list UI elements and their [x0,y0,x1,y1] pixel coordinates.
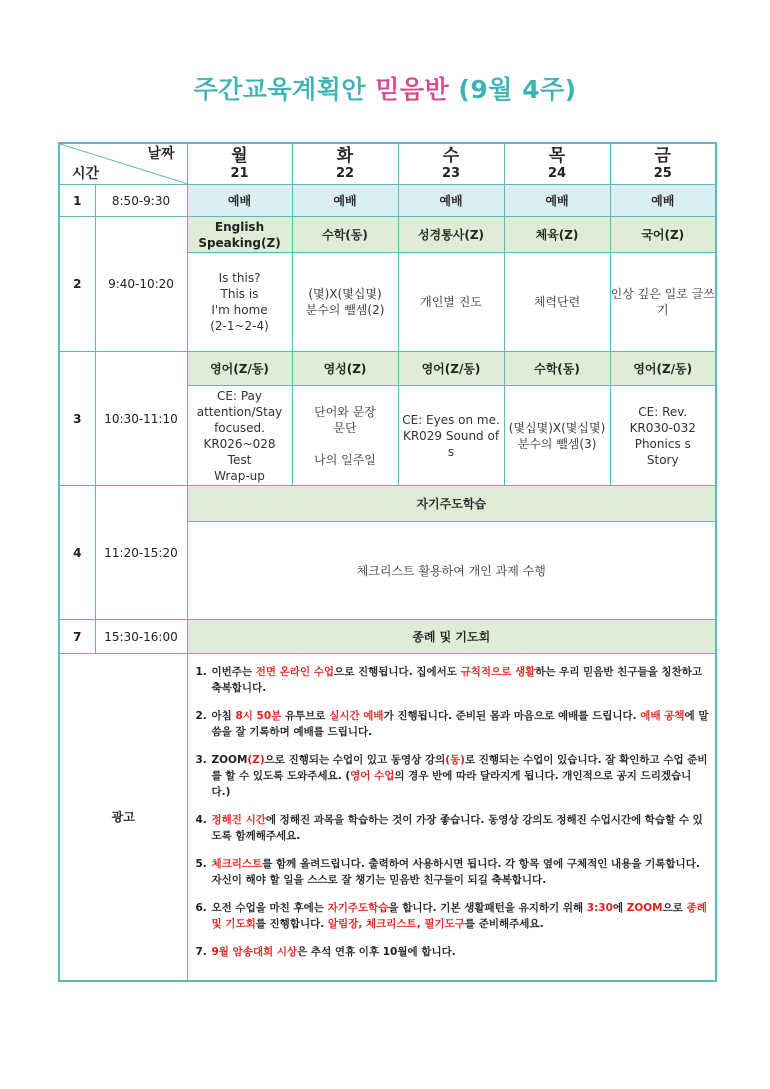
content-cell: 인상 깊은 일로 글쓰기 [610,253,716,352]
notice-text: 에 정해진 과목을 학습하는 것이 가장 좋습니다. 동영상 강의도 정해진 수업시간에 학습할 수 있도록 함께해주세요. [211,814,703,842]
content-cell: Is this? This is I'm home (2-1~2-4) [187,253,292,352]
title-main: 주간교육계획안 [193,75,366,104]
notice-highlight: 규칙적으로 생활 [460,666,536,678]
period-number: 3 [59,352,95,486]
notice-highlight: 실시간 예배 [329,710,384,722]
subject-cell: 체육(Z) [504,217,610,253]
content-cell: CE: Rev. KR030-032 Phonics s Story [610,386,716,486]
subject-cell: 예배 [292,185,398,217]
notice-text: 을 합니다. 기본 생활패턴을 유지하기 위해 [388,902,587,914]
content-cell: 단어와 문장 문단 나의 일주일 [292,386,398,486]
day-name: 금 [654,146,671,166]
notices-row [59,654,716,982]
day-header-thu [504,143,610,185]
subject-cell: English Speaking(Z) [187,217,292,253]
notice-text: 를 준비해주세요. [464,918,544,930]
title-week: (9월 4주) [458,75,577,104]
notice-text: 하는 우리 믿음반 친구들을 칭찬하고 축복합니다. [211,666,703,694]
subject-cell: 영어(Z/동) [610,352,716,386]
notice-item [196,708,710,740]
content-cell: 체력단련 [504,253,610,352]
notices-list [196,664,710,960]
notice-item [196,856,710,888]
notice-text: 가 진행됩니다. 준비된 몸과 마음으로 예배를 드립니다. [383,710,641,722]
self-study-content: 체크리스트 활용하여 개인 과제 수행 [187,522,716,620]
notice-item [196,752,710,800]
notice-highlight: 영어 수업 [350,770,395,782]
day-header-fri [610,143,716,185]
period-number: 2 [59,217,95,352]
notice-text: 를 진행합니다. [255,918,328,930]
notice-text: 의 경우 반에 따라 달라지게 됩니다. 개인적으로 공지 드리겠습니다.) [211,770,692,798]
notice-text: 이번주는 [211,666,256,678]
notice-text: 오전 수업을 마친 후에는 [211,902,328,914]
date-label: 날짜 [147,146,175,162]
notices-label: 광고 [59,654,187,982]
notice-highlight: 3:30 [586,902,613,914]
date-time-header [59,143,187,185]
day-name: 수 [442,146,460,166]
notice-text: 에 [612,902,627,914]
notice-text: 으로 [662,902,687,914]
notice-highlight: 체크리스트 [211,858,263,870]
day-number: 21 [230,166,249,181]
period-time: 9:40-10:20 [95,217,187,352]
period-4-subject-row [59,486,716,522]
notice-highlight: 알림장, 체크리스트, 필기도구 [327,918,465,930]
day-name: 월 [231,146,248,166]
notice-item [196,664,710,696]
notices-cell [187,654,716,982]
subject-cell: 국어(Z) [610,217,716,253]
notice-highlight: 종례 및 기도회 [211,902,707,930]
time-label: 시간 [72,166,100,182]
header-row [59,143,716,185]
period-time: 8:50-9:30 [95,185,187,217]
subject-cell: 수학(동) [292,217,398,253]
notice-highlight: 전면 온라인 수업 [255,666,335,678]
subject-cell: 영어(Z/동) [187,352,292,386]
subject-cell: 영성(Z) [292,352,398,386]
content-cell: 개인별 진도 [398,253,504,352]
notice-number: 1. [195,666,207,678]
day-name: 목 [548,146,566,166]
subject-cell: 영어(Z/동) [398,352,504,386]
content-cell: (몇)X(몇십몇) 분수의 뺄셈(2) [292,253,398,352]
day-header-tue [292,143,398,185]
day-number: 22 [335,166,355,181]
notice-number: 2. [195,710,207,722]
self-study-heading: 자기주도학습 [187,486,716,522]
weekly-plan-table [58,142,717,982]
day-number: 23 [441,166,461,181]
notice-number: 5. [195,858,207,870]
notice-highlight: (Z) [247,754,265,766]
content-cell: (몇십몇)X(몇십몇) 분수의 뺄셈(3) [504,386,610,486]
notice-item [196,900,710,932]
period-number: 1 [59,185,95,217]
day-header-wed [398,143,504,185]
title-class-name: 믿음반 [375,75,450,104]
subject-cell: 성경통사(Z) [398,217,504,253]
notice-highlight: 정해진 시간 [211,814,266,826]
notice-text: 은 추석 연휴 이후 10월에 합니다. [297,946,456,958]
notice-highlight: 자기주도학습 [327,902,389,914]
notice-text: 를 함께 올려드립니다. 출력하여 사용하시면 됩니다. 각 항목 옆에 구체적인 내용을 기록합니다. 자신이 해야 할 일을 스스로 잘 챙기는 믿음반 친구들이 되길 축복합니다. [211,858,700,886]
day-number: 24 [547,166,567,181]
period-time: 10:30-11:10 [95,352,187,486]
day-header-mon [187,143,292,185]
notice-text: 유투브로 [281,710,330,722]
notice-number: 6. [195,902,207,914]
period-3-subject-row [59,352,716,386]
notice-item [196,812,710,844]
content-cell: CE: Eyes on me. KR029 Sound of s [398,386,504,486]
notice-number: 3. [195,754,207,766]
period-1-row [59,185,716,217]
closing-prayer-cell: 종례 및 기도회 [187,620,716,654]
notice-text: 으로 진행되는 수업이 있고 동영상 강의 [264,754,446,766]
notice-number: 7. [195,946,207,958]
notice-highlight: 9월 암송대회 시상 [211,946,298,958]
period-time: 15:30-16:00 [95,620,187,654]
notice-text: 아침 [211,710,236,722]
notice-highlight: ZOOM [626,902,663,914]
period-2-subject-row [59,217,716,253]
notice-highlight: 예배 공책 [640,710,685,722]
period-number: 4 [59,486,95,620]
subject-cell: 예배 [504,185,610,217]
period-7-row [59,620,716,654]
subject-cell: 예배 [187,185,292,217]
day-name: 화 [336,146,354,166]
notice-text: 로 진행되는 수업이 있습니다. 잘 확인하고 수업 준비를 할 수 있도록 도와주세요. ( [211,754,708,782]
period-number: 7 [59,620,95,654]
notice-highlight: 8시 50분 [235,710,282,722]
content-cell: CE: Pay attention/Stay focused. KR026~028 Test Wrap-up [187,386,292,486]
page-title [0,70,770,106]
notice-text: ZOOM [211,754,248,766]
subject-cell: 수학(동) [504,352,610,386]
notice-highlight: (동) [445,754,465,766]
notice-item [196,944,710,960]
subject-cell: 예배 [398,185,504,217]
notice-text: 에 말씀을 잘 기록하며 예배를 드립니다. [211,710,709,738]
subject-cell: 예배 [610,185,716,217]
notice-text: 으로 진행됩니다. 집에서도 [334,666,461,678]
notice-number: 4. [195,814,207,826]
day-number: 25 [653,166,672,181]
period-time: 11:20-15:20 [95,486,187,620]
